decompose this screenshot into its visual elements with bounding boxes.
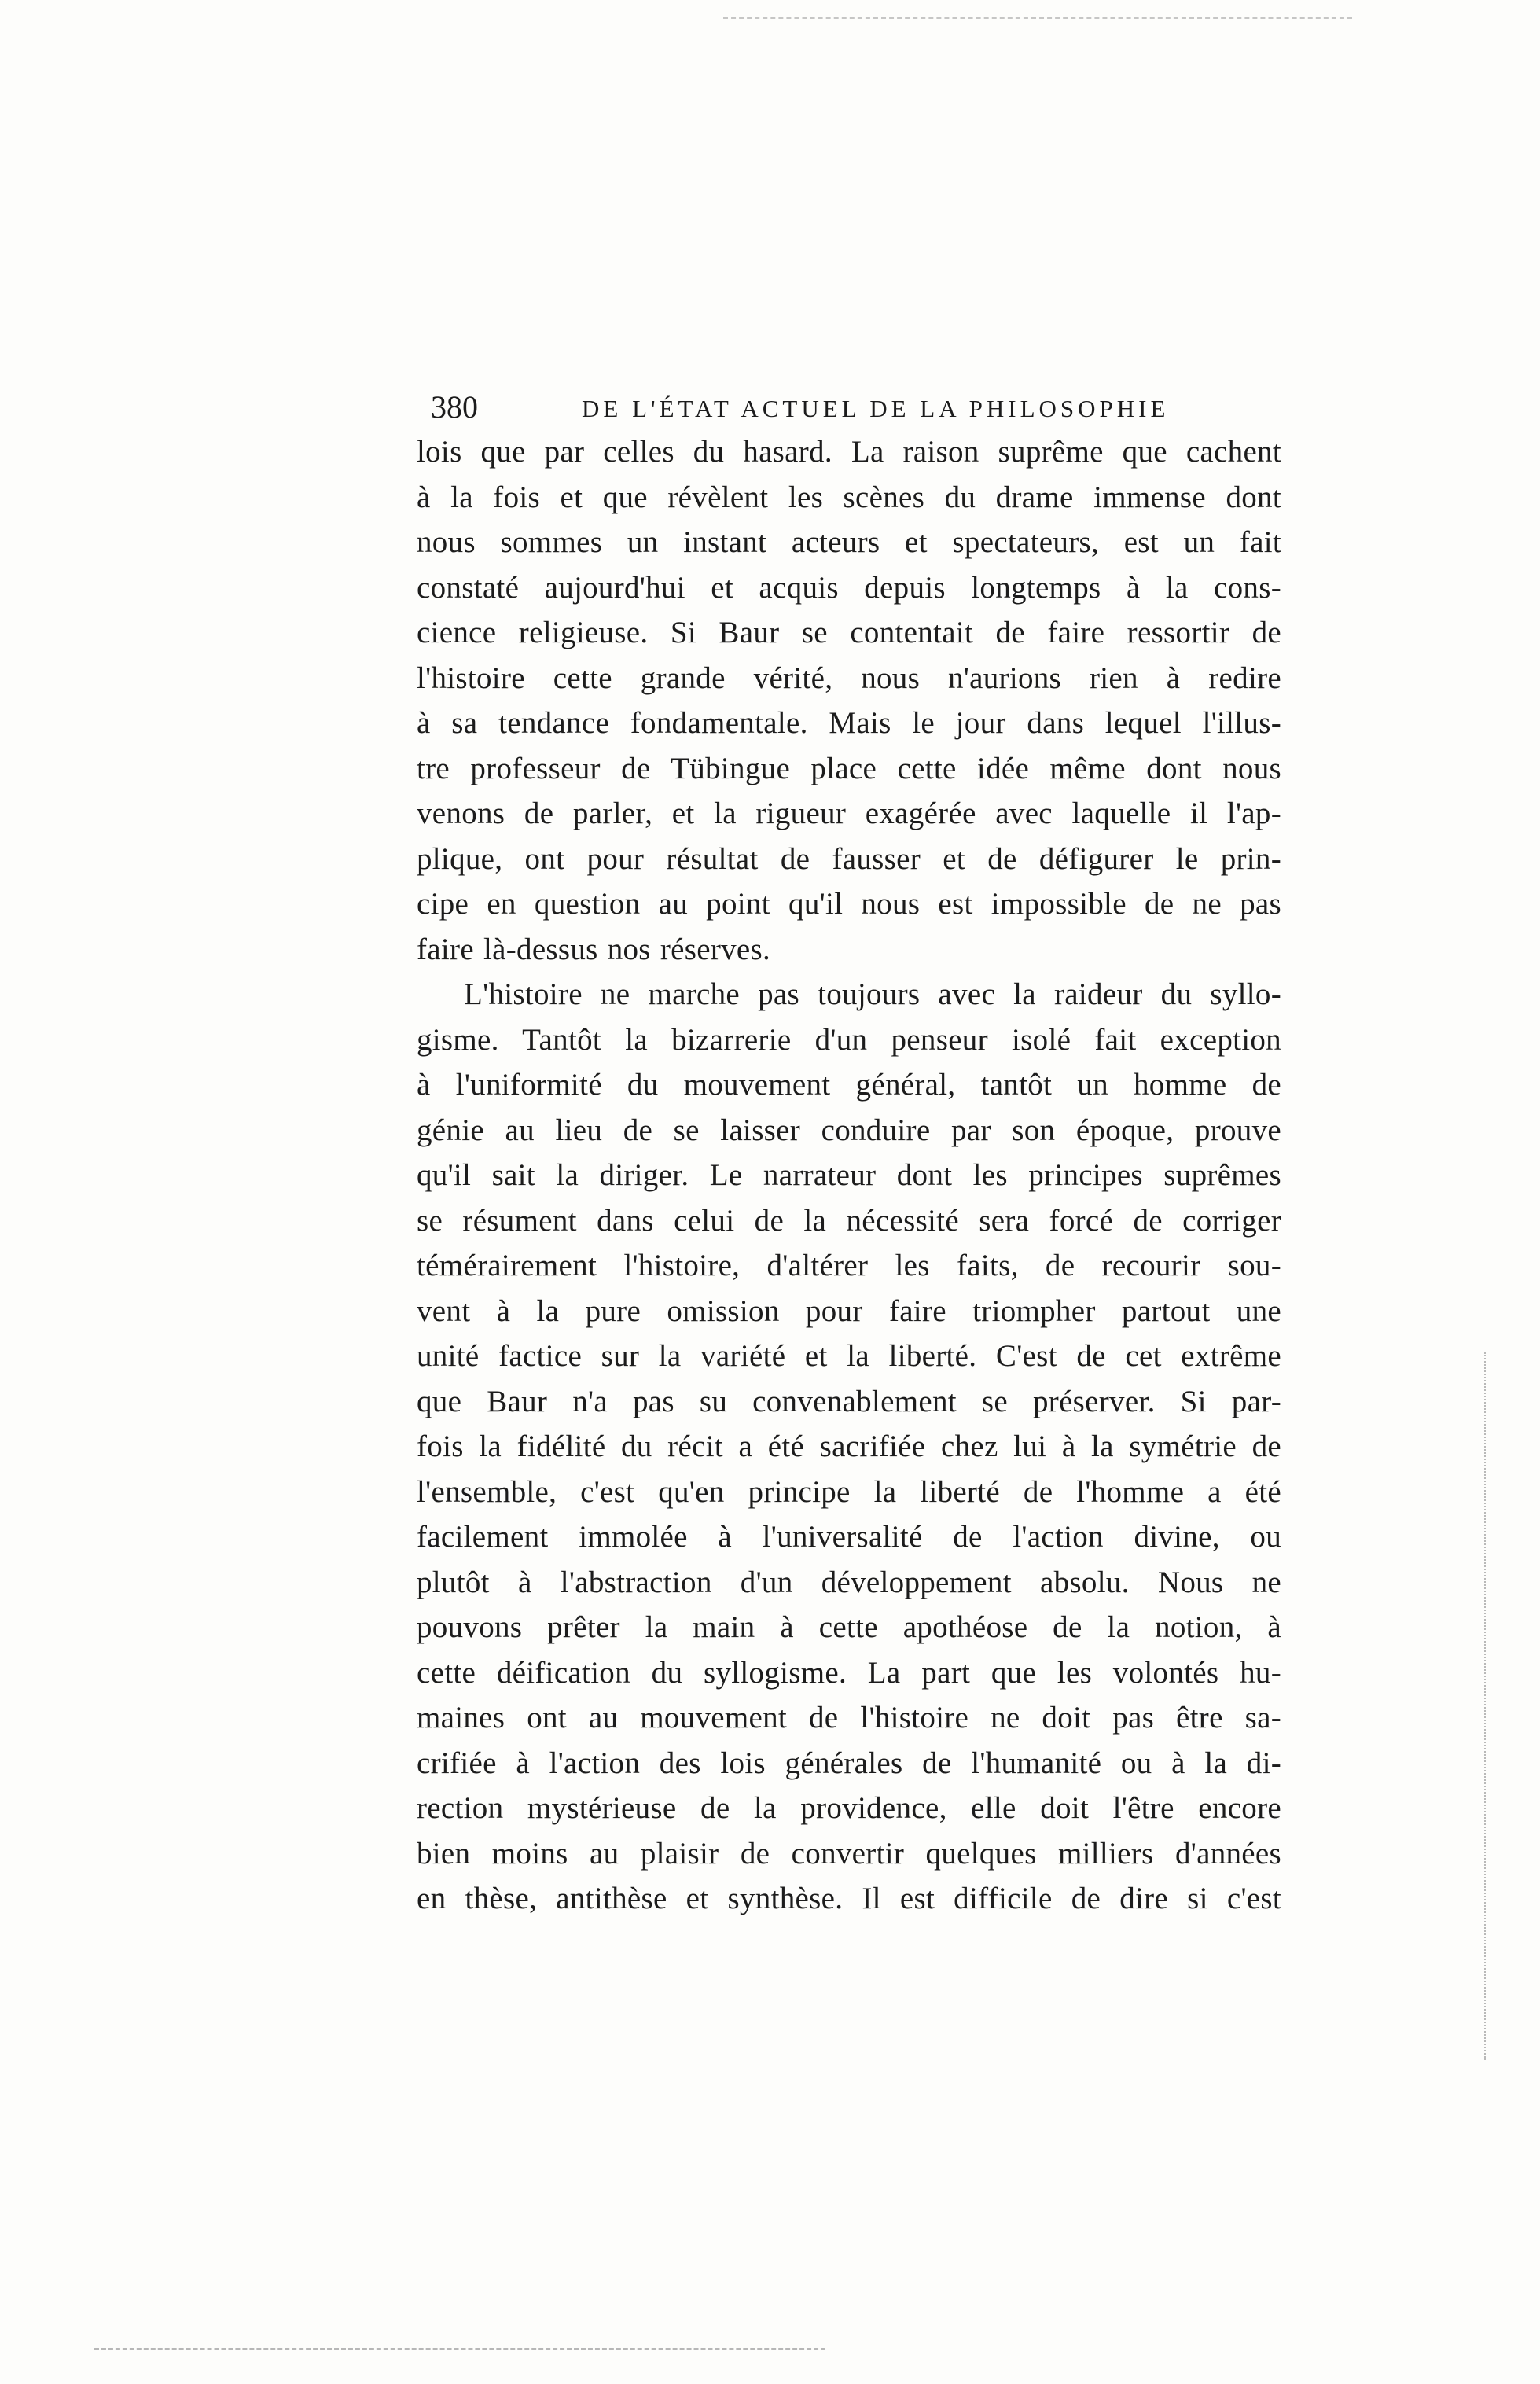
text-line: unité factice sur la variété et la liberté. C'est de cet extrême (417, 1339, 1281, 1373)
text-line: cette déification du syllogisme. La part que les volontés hu- (417, 1655, 1281, 1690)
scan-artifact-top (723, 17, 1352, 19)
text-line: en thèse, antithèse et synthèse. Il est difficile de dire si c'est (417, 1882, 1281, 1915)
text-line: rection mystérieuse de la providence, elle doit l'être encore (417, 1791, 1281, 1825)
text-line: cipe en question au point qu'il nous est impossible de ne pas (417, 887, 1281, 921)
paragraph-1 (417, 429, 1281, 972)
text-line: plique, ont pour résultat de fausser et de défigurer le prin- (417, 841, 1281, 876)
book-page (417, 385, 1281, 1922)
text-line: fois la fidélité du récit a été sacrifiée chez lui à la symétrie de (417, 1429, 1281, 1463)
text-line: se résument dans celui de la nécessité sera forcé de corriger (417, 1203, 1281, 1238)
text-line: crifiée à l'action des lois générales de l'humanité ou à la di- (417, 1746, 1281, 1780)
text-line: L'histoire ne marche pas toujours avec la raideur du syllo- (464, 977, 1281, 1011)
running-head (417, 385, 1281, 429)
text-line: plutôt à l'abstraction d'un développement absolu. Nous ne (417, 1565, 1281, 1599)
text-line: faire là-dessus nos réserves. (417, 932, 771, 966)
text-line: à sa tendance fondamentale. Mais le jour dans lequel l'illus- (417, 706, 1281, 740)
text-line: maines ont au mouvement de l'histoire ne doit pas être sa- (417, 1701, 1281, 1735)
scan-artifact-margin (1484, 1352, 1489, 2060)
text-line: cience religieuse. Si Baur se contentait de faire ressortir de (417, 616, 1281, 649)
text-line: bien moins au plaisir de convertir quelques milliers d'années (417, 1836, 1281, 1871)
text-line: à l'uniformité du mouvement général, tantôt un homme de (417, 1068, 1281, 1102)
text-line: l'ensemble, c'est qu'en principe la liberté de l'homme a été (417, 1474, 1281, 1509)
text-line: témérairement l'histoire, d'altérer les faits, de recourir sou- (417, 1249, 1281, 1282)
text-line: pouvons prêter la main à cette apothéose de la notion, à (417, 1610, 1281, 1644)
paragraph-2 (417, 972, 1281, 1922)
text-line: nous sommes un instant acteurs et spectateurs, est un fait (417, 525, 1281, 559)
text-line: gisme. Tantôt la bizarrerie d'un penseur isolé fait exception (417, 1022, 1281, 1057)
text-line: tre professeur de Tübingue place cette idée même dont nous (417, 751, 1281, 785)
text-line: constaté aujourd'hui et acquis depuis longtemps à la cons- (417, 570, 1281, 605)
text-line: facilement immolée à l'universalité de l'action divine, ou (417, 1520, 1281, 1554)
text-line: que Baur n'a pas su convenablement se préserver. Si par- (417, 1384, 1281, 1418)
text-line: vent à la pure omission pour faire triompher partout une (417, 1293, 1281, 1328)
page-number: 380 (431, 389, 478, 425)
text-line: l'histoire cette grande vérité, nous n'aurions rien à redire (417, 660, 1281, 695)
text-line: qu'il sait la diriger. Le narrateur dont les principes suprêmes (417, 1158, 1281, 1192)
scan-artifact-bottom (94, 2348, 825, 2350)
text-line: venons de parler, et la rigueur exagérée avec laquelle il l'ap- (417, 797, 1281, 830)
text-line: génie au lieu de se laisser conduire par son époque, prouve (417, 1113, 1281, 1147)
text-line: à la fois et que révèlent les scènes du drame immense dont (417, 480, 1281, 514)
running-title: DE L'ÉTAT ACTUEL DE LA PHILOSOPHIE (582, 395, 1170, 422)
text-line: lois que par celles du hasard. La raison suprême que cachent (417, 435, 1281, 469)
